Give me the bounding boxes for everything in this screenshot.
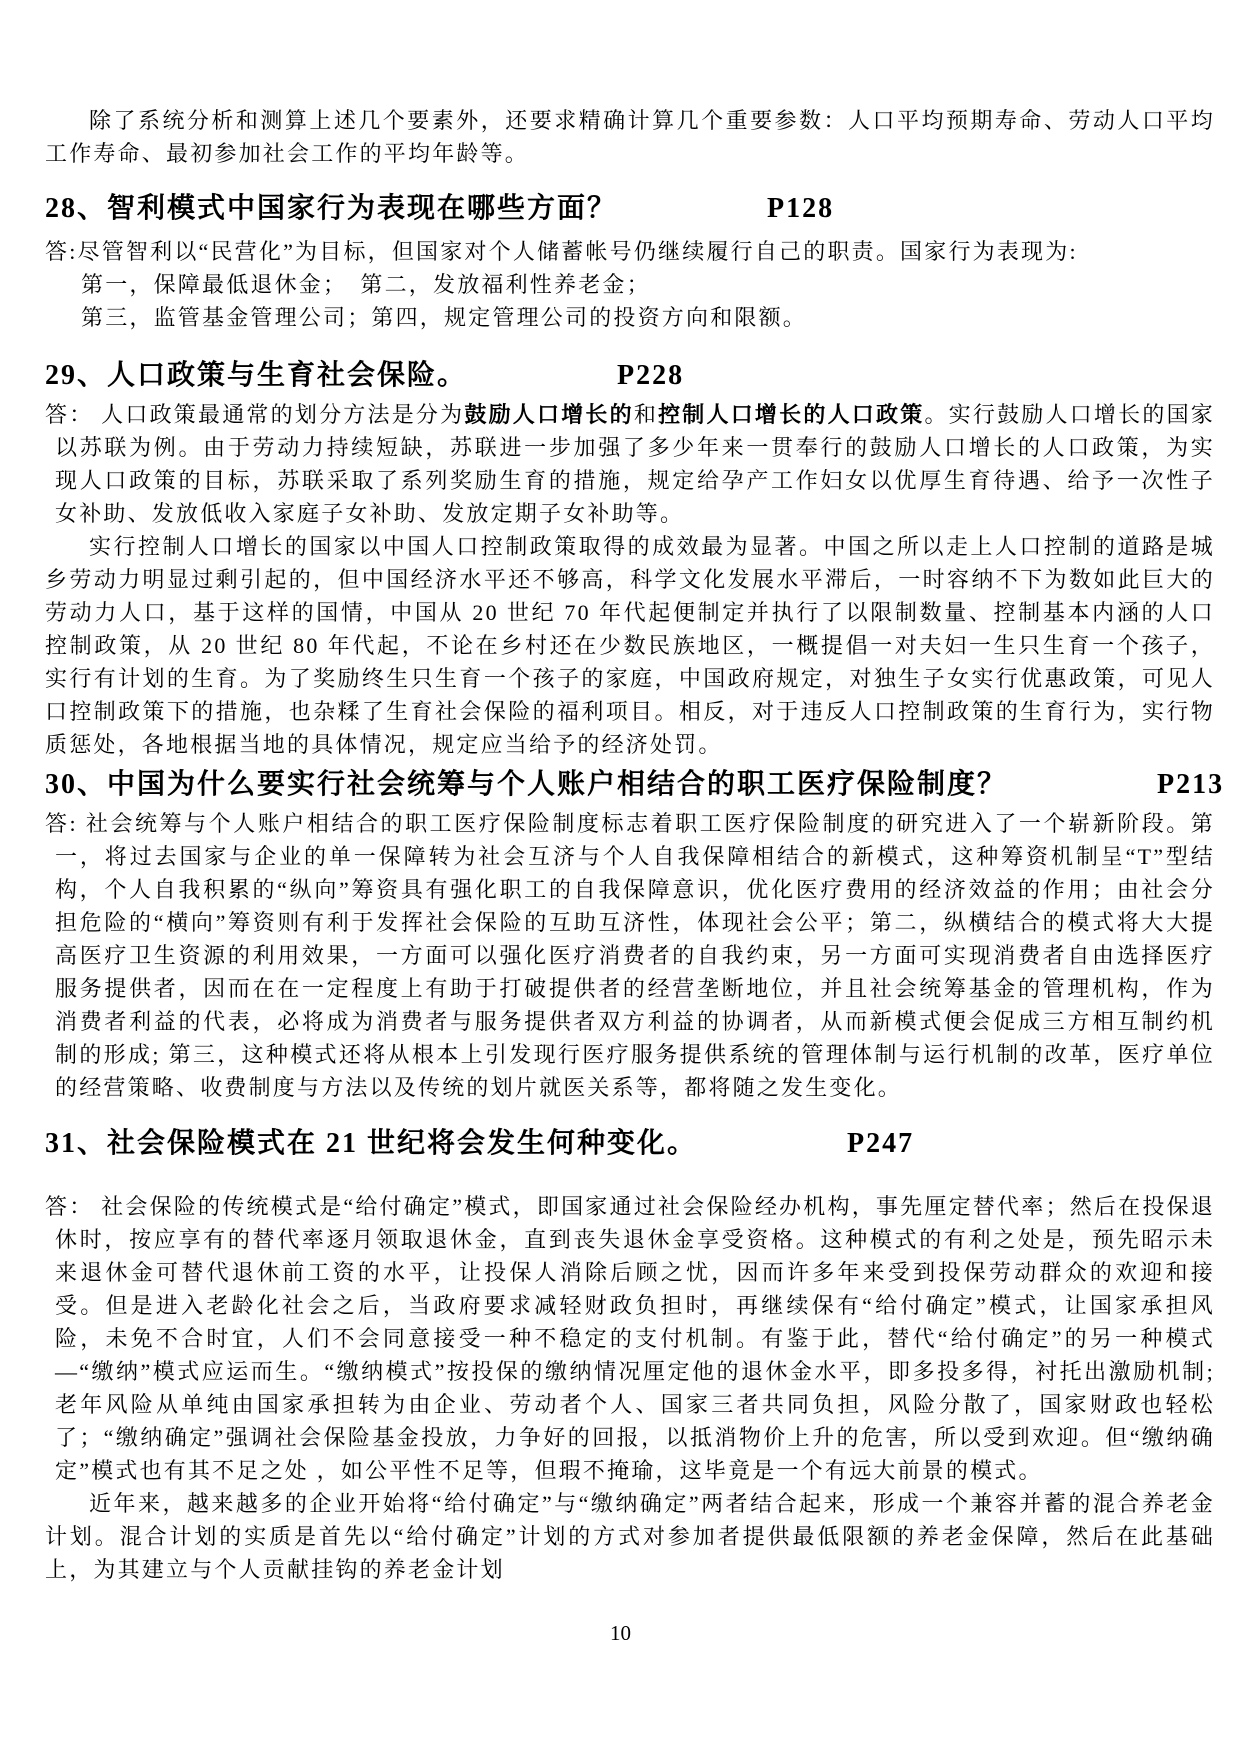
question-30-number: 30、 xyxy=(45,769,108,800)
question-31-heading xyxy=(45,1126,1215,1162)
question-28-heading xyxy=(45,191,1215,227)
question-30-page-ref: P213 xyxy=(1157,769,1225,800)
answer-text-segment: 。实行鼓励人口增长的国家以苏联为例。由于劳动力持续短缺，苏联进一步加强了多少年来一贯奉行的鼓励人口增长的人口政策，为实现人口政策的目标，苏联采取了系列奖励生育的措施，规定给孕产工作妇女以优厚生育待遇、给予一次性子女补助、发放低收入家庭子女补助、发放定期子女补助等。 xyxy=(55,402,1215,526)
question-28-answer-point-1: 第一，保障最低退休金； 第二，发放福利性养老金； xyxy=(81,272,651,297)
question-30-heading xyxy=(45,767,1225,803)
page-number-footer xyxy=(0,1620,1241,1646)
question-31-answer-paragraph-2: 近年来，越来越多的企业开始将“给付确定”与“缴纳确定”两者结合起来，形成一个兼容并蓄的混合养老金计划。混合计划的实质是首先以“给付确定”计划的方式对参加者提供最低限额的养老金保障，然后在此基础上，为其建立与个人贡献挂钩的养老金计划 xyxy=(45,1491,1215,1582)
question-28-title: 智利模式中国家行为表现在哪些方面？ xyxy=(107,193,618,224)
question-30-title: 中国为什么要实行社会统筹与个人账户相结合的职工医疗保险制度？ xyxy=(107,769,1008,800)
question-29-answer-paragraph-1 xyxy=(45,398,1215,530)
question-28-answer-point-2: 第三，监管基金管理公司；第四，规定管理公司的投资方向和限额。 xyxy=(81,305,808,330)
question-29-page-ref: P228 xyxy=(617,360,685,391)
intro-paragraph: 除了系统分析和测算上述几个要素外，还要求精确计算几个重要参数：人口平均预期寿命、劳动人口平均工作寿命、最初参加社会工作的平均年龄等。 xyxy=(45,108,1215,166)
question-29-number: 29、 xyxy=(45,360,108,391)
question-29-heading xyxy=(45,358,1215,394)
page-number: 10 xyxy=(610,1621,631,1645)
answer-bold-segment: 控制人口增长的人口政策 xyxy=(658,402,925,427)
question-29-title: 人口政策与生育社会保险。 xyxy=(107,360,468,391)
question-28-answer-intro: 答:尽管智利以“民营化”为目标，但国家对个人储蓄帐号仍继续履行自己的职责。国家行为表现为: xyxy=(45,239,1078,264)
answer-text-segment: 和 xyxy=(633,402,659,427)
question-30-answer-paragraph: 答: 社会统筹与个人账户相结合的职工医疗保险制度标志着职工医疗保险制度的研究进入了一个崭新阶段。第一，将过去国家与企业的单一保障转为社会互济与个人自我保障相结合的新模式，这种筹资机制呈“T”型结构，个人自我积累的“纵向”筹资具有强化职工的自我保障意识，优化医疗费用的经济效益的作用；由社会分担危险的“横向”筹资则有利于发挥社会保险的互助互济性，体现社会公平；第二，纵横结合的模式将大大提高医疗卫生资源的利用效果，一方面可以强化医疗消费者的自我约束，另一方面可实现消费者自由选择医疗服务提供者，因而在在一定程度上有助于打破提供者的经营垄断地位，并且社会统筹基金的管理机构，作为消费者利益的代表，必将成为消费者与服务提供者双方利益的协调者，从而新模式便会促成三方相互制约机制的形成; 第三，这种模式还将从根本上引发现行医疗服务提供系统的管理体制与运行机制的改革，医疗单位的经营策略、收费制度与方法以及传统的划片就医关系等，都将随之发生变化。 xyxy=(45,811,1215,1100)
question-28-number: 28、 xyxy=(45,193,108,224)
question-31-number: 31、 xyxy=(45,1128,108,1159)
answer-text-segment: 答： 人口政策最通常的划分方法是分为 xyxy=(45,402,465,427)
question-29-answer-paragraph-2: 实行控制人口增长的国家以中国人口控制政策取得的成效最为显著。中国之所以走上人口控制的道路是城乡劳动力明显过剩引起的，但中国经济水平还不够高，科学文化发展水平滞后，一时容纳不下为数如此巨大的劳动力人口，基于这样的国情，中国从 20 世纪 70 年代起便制定并执行了以限制数量、控制基本内涵的人口控制政策，从 20 世纪 80 年代起，不论在乡村还在少数民族地区，一概提倡一对夫妇一生只生育一个孩子，实行有计划的生育。为了奖励终生只生育一个孩子的家庭，中国政府规定，对独生子女实行优惠政策，可见人口控制政策下的措施，也杂糅了生育社会保险的福利项目。相反，对于违反人口控制政策的生育行为，实行物质惩处，各地根据当地的具体情况，规定应当给予的经济处罚。 xyxy=(45,534,1215,757)
question-31-page-ref: P247 xyxy=(847,1128,915,1159)
question-31-title: 社会保险模式在 21 世纪将会发生何种变化。 xyxy=(107,1128,698,1159)
question-28-page-ref: P128 xyxy=(767,193,835,224)
question-31-answer-paragraph-1: 答： 社会保险的传统模式是“给付确定”模式，即国家通过社会保险经办机构，事先厘定替代率；然后在投保退休时，按应享有的替代率逐月领取退休金，直到丧失退休金享受资格。这种模式的有利之处是，预先昭示未来退休金可替代退休前工资的水平，让投保人消除后顾之忧，因而许多年来受到投保劳动群众的欢迎和接受。但是进入老龄化社会之后，当政府要求减轻财政负担时，再继续保有“给付确定”模式，让国家承担风险，未免不合时宜，人们不会同意接受一种不稳定的支付机制。有鉴于此，替代“给付确定”的另一种模式—“缴纳”模式应运而生。“缴纳模式”按投保的缴纳情况厘定他的退休金水平，即多投多得，衬托出激励机制; 老年风险从单纯由国家承担转为由企业、劳动者个人、国家三者共同负担，风险分散了，国家财政也轻松了；“缴纳确定”强调社会保险基金投放，力争好的回报，以抵消物价上升的危害，所以受到欢迎。但“缴纳确定”模式也有其不足之处 ，如公平性不足等，但瑕不掩瑜，这毕竟是一个有远大前景的模式。 xyxy=(45,1194,1215,1483)
answer-bold-segment: 鼓励人口增长的 xyxy=(464,402,634,427)
